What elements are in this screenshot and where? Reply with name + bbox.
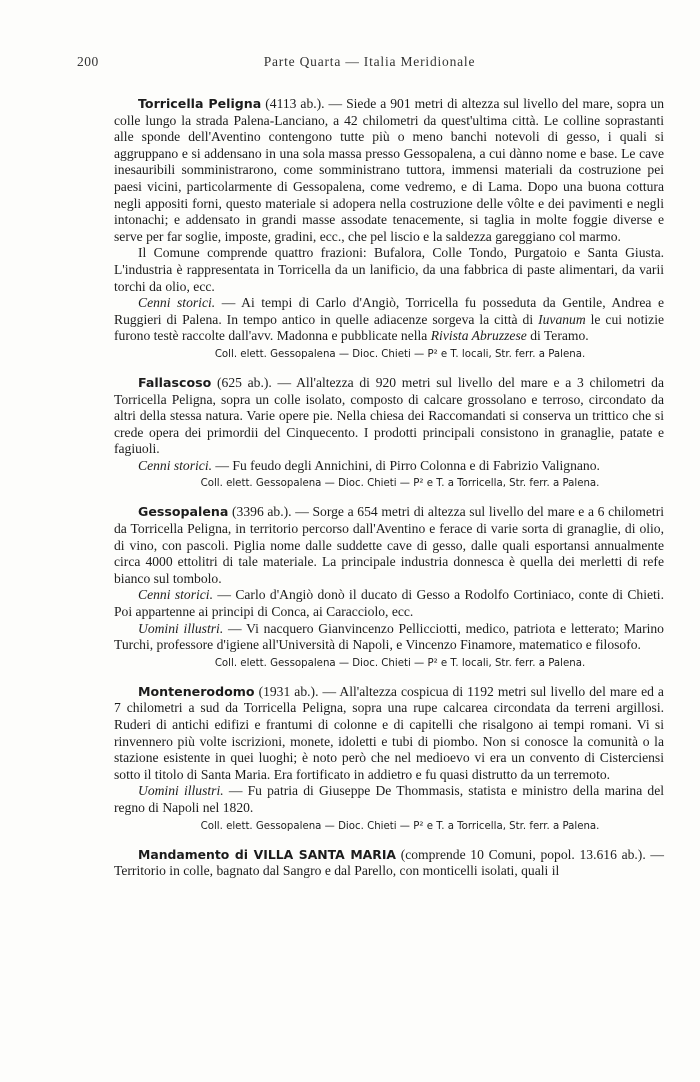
entry-torricella-peligna	[114, 96, 664, 362]
entry-paragraph	[114, 847, 664, 880]
entry-population: (3396 ab.).	[232, 504, 292, 520]
page-header	[77, 54, 662, 70]
entry-population: (4113 ab.).	[265, 96, 325, 111]
entry-name: Fallascoso	[138, 374, 212, 390]
entry-montenerodomo	[114, 684, 664, 834]
entry-text: — Vi nacquero Gianvincenzo Pellicciotti, medico, patriota e letterato; Marino Turchi, professore d'igiene all'Università di Napoli, e Vincenzo Finamore, matematico e filosofo.	[114, 620, 664, 653]
entry-text: Il Comune comprende quattro frazioni: Bufalora, Colle Tondo, Purgatoio e Santa Giusta. L'industria è rappresentata in Torricella da un lanificio, da una fabbrica di paste alimentari, da varii torchi da olio, ecc.	[114, 245, 664, 294]
collegio-note: Coll. elett. Gessopalena — Dioc. Chieti — P² e T. locali, Str. ferr. a Palena.	[214, 348, 586, 360]
entry-gessopalena	[114, 504, 664, 670]
entry-paragraph	[114, 458, 664, 475]
mandamento-text: (comprende 10 Comuni, popol. 13.616 ab.). — Territorio in colle, bagnato dal Sangro e dal Parello, con monticelli isolati, quali il	[114, 846, 664, 879]
mandamento-villa-santa-maria	[114, 847, 664, 880]
entry-paragraph	[114, 295, 664, 345]
section-label: Cenni storici.	[138, 295, 216, 311]
entry-paragraph	[114, 504, 664, 587]
entry-text: — Carlo d'Angiò donò il ducato di Gesso a Rodolfo Cortiniaco, conte di Chieti. Poi appartenne ai principi di Conca, ai Caracciolo, ecc.	[114, 587, 664, 620]
entry-text: di Teramo.	[530, 328, 589, 344]
entry-text: — Fu feudo degli Annichini, di Pirro Colonna e di Fabrizio Valignano.	[215, 457, 600, 473]
entry-paragraph	[114, 375, 664, 458]
entry-text: — Sorge a 654 metri di altezza sul livello del mare e a 6 chilometri da Torricella Peligna, in territorio percorso dall'Aventino e ferace di varie sorta di granaglie, di olio, di vino, con pascoli. Piglia nome dalle suddette cave di gesso, dalle quali esportansi annualmente circa 4000 ettolitri di tale materiale. La principale industria donnesca è quella dei merletti di refe bianco sul tombolo.	[114, 504, 665, 586]
entry-text: — Fu patria di Giuseppe De Thommasis, statista e ministro della marina del regno di Napoli nel 1820.	[114, 783, 665, 815]
entry-population: (1931 ab.).	[258, 683, 319, 699]
entry-paragraph	[114, 245, 664, 295]
section-label: Uomini illustri.	[138, 783, 224, 799]
collegio-note: Coll. elett. Gessopalena — Dioc. Chieti — P² e T. a Torricella, Str. ferr. a Palena.	[200, 820, 600, 832]
section-label: Cenni storici.	[138, 457, 213, 473]
entry-paragraph	[114, 783, 664, 816]
collegio-note: Coll. elett. Gessopalena — Dioc. Chieti — P² e T. a Torricella, Str. ferr. a Palena.	[200, 478, 600, 490]
entry-fallascoso	[114, 375, 664, 492]
page-number: 200	[77, 54, 99, 69]
entry-text: — All'altezza cospicua di 1192 metri sul livello del mare ed a 7 chilometri a sud da Torricella Peligna, sopra una rupe calcarea circondata da terreni argillosi. Ruderi di antichi edifizi e frantumi di colonne e di capitelli che risalgono ai tempi romani. Vi si rinvennero più volte iscrizioni, monete, idoletti e tubi di piombo. Non si conosce la comunità o la stazione esistente in quei luoghi; è noto però che nel medioevo vi era un convento di Cisterciensi sotto il titolo di Santa Maria. Era fortificato in addietro e fu quasi distrutto da un terremoto.	[114, 683, 664, 782]
italic-term: Iuvanum	[538, 311, 586, 327]
italic-term: Rivista Abruzzese	[430, 328, 527, 344]
mandamento-title: Mandamento di VILLA SANTA MARIA	[138, 846, 397, 862]
entry-name: Gessopalena	[138, 504, 229, 520]
entry-paragraph	[114, 621, 664, 654]
entry-text: — Siede a 901 metri di altezza sul livello del mare, sopra un colle lungo la strada Palena-Lanciano, a 42 chilometri da quest'ultima città. Le colline soprastanti alle sponde dell'Aventino contengono tutte più o meno banchi notevoli di gesso, i quali si aggruppano e si addensano in una sola massa presso Gessopalena, a cui dànno nome e base. Le cave inesauribili somministrarono, come somministrano tuttora, immensi materiali da costruzione pei paesi vicini, particolarmente di Gessopalena, come vedremo, e di Lama. Dopo una buona cottura negli appositi forni, questo materiale si adopera nella costruzione delle vôlte e dei pavimenti e negli intonachi; e addensato in grandi masse assodate tenacemente, si taglia in molte foggie diverse e serve per far soglie, imposte, gradini, ecc., che pel liscio e la saldezza gareggiano col marmo.	[114, 96, 665, 244]
entry-population: (625 ab.).	[217, 374, 272, 390]
entry-text: le cui notizie furono testè raccolte dall'avv. Madonna e pubblicate nella	[114, 311, 665, 344]
entry-text: — Ai tempi di Carlo d'Angiò, Torricella fu posseduta da Gentile, Andrea e Ruggieri di Palena. In tempo antico in quelle adiacenze sorgeva la città di	[114, 295, 665, 327]
section-label: Uomini illustri.	[138, 620, 224, 636]
page-body	[114, 96, 664, 880]
entry-name: Torricella Peligna	[138, 96, 262, 111]
entry-paragraph	[114, 587, 664, 620]
running-title: Parte Quarta — Italia Meridionale	[263, 54, 476, 69]
entry-paragraph	[114, 96, 664, 245]
entry-paragraph	[114, 684, 664, 784]
collegio-note: Coll. elett. Gessopalena — Dioc. Chieti — P² e T. locali, Str. ferr. a Palena.	[214, 657, 586, 669]
entry-text: — All'altezza di 920 metri sul livello del mare e a 3 chilometri da Torricella Peligna, sopra un colle isolato, composto di calcare grossolano e terroso, circondato da altri della stessa natura. Varie opere pie. Nella chiesa dei Raccomandati si conserva un trittico che si crede opera dei primordii del Cinquecento. I prodotti principali consistono in granaglie, patate e fagiuoli.	[114, 374, 664, 457]
section-label: Cenni storici.	[138, 587, 213, 603]
entry-name: Montenerodomo	[138, 683, 255, 699]
